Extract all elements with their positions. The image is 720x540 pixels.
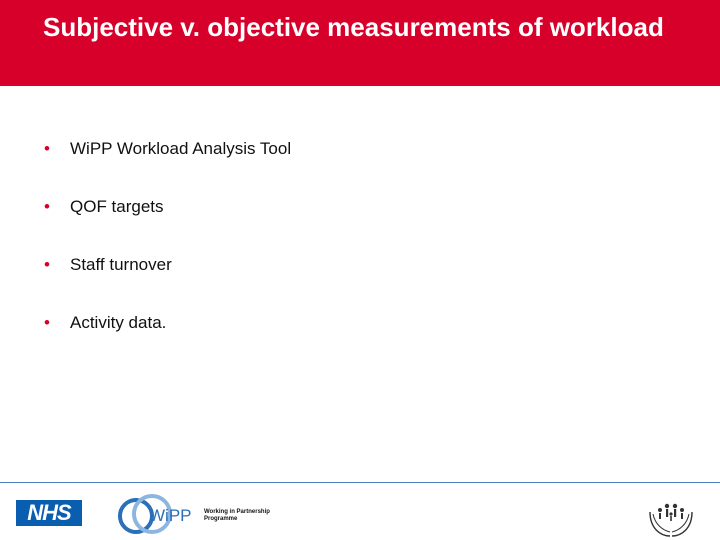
bullet-text: Activity data. (70, 313, 167, 332)
bullet-marker: • (44, 197, 50, 216)
bullet-marker: • (44, 139, 50, 158)
hands-logo-icon (646, 494, 696, 538)
bullet-marker: • (44, 313, 50, 332)
bullet-text: Staff turnover (70, 255, 172, 274)
wipp-caption-line1: Working in Partnership (204, 509, 270, 515)
title-bar (0, 0, 720, 86)
footer-divider (0, 482, 720, 483)
bullet-text: QOF targets (70, 197, 164, 216)
nhs-logo: NHS (16, 500, 82, 526)
wipp-caption (204, 509, 270, 523)
wipp-logo-icon (116, 492, 206, 536)
slide-title: Subjective v. objective measurements of workload (43, 12, 664, 42)
bullet-text: WiPP Workload Analysis Tool (70, 139, 292, 158)
wipp-logo-text: WiPP (149, 506, 192, 525)
bullet-marker: • (44, 255, 50, 274)
wipp-caption-line2: Programme (204, 516, 238, 522)
